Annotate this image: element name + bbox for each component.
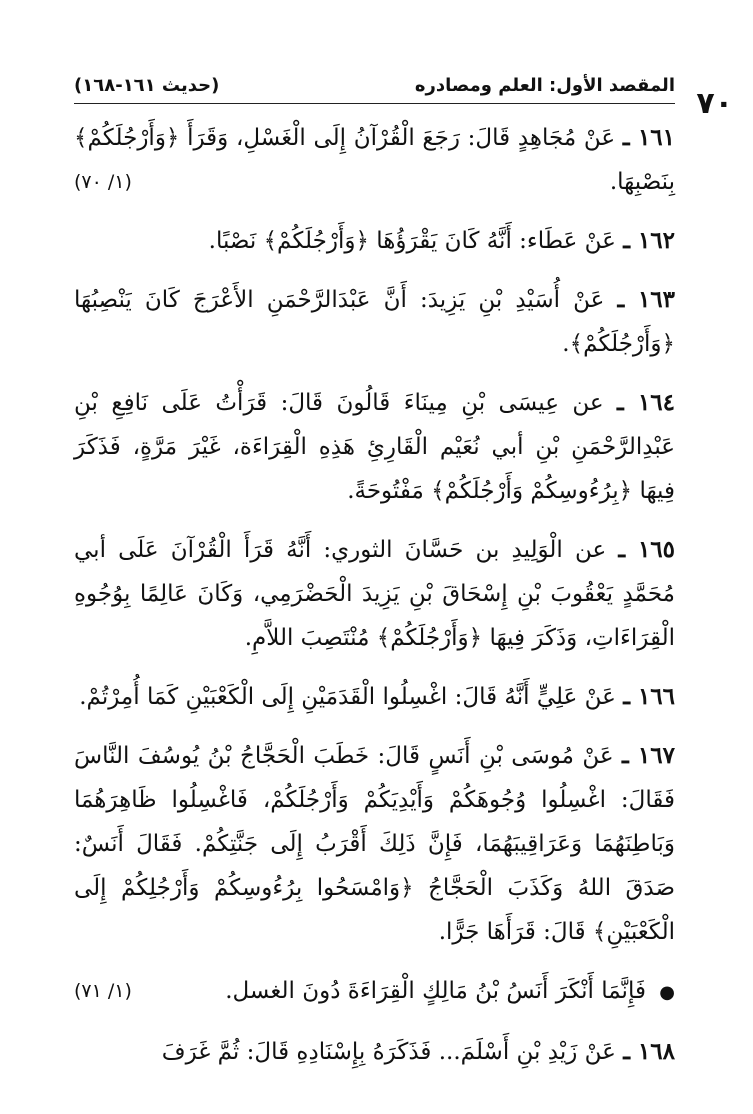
hadith-text: عن الْوَلِيدِ بن حَسَّانَ الثوري: أَنَّهُ قَرَأَ الْقُرْآنَ عَلَى أبي مُحَمَّدٍ يَعْقُوبَ بْنِ إِسْحَاقَ بْنِ يَزِيدَ الْحَضْرَمِي، وَكَانَ عَالِمًا بِوُجُوهِ الْقِرَاءَاتِ، وَذَكَرَ فِيهَا ﴿وَأَرْجُلَكُمْ﴾ مُنْتَصِبَ اللاَّمِ. — [74, 537, 675, 651]
hadith-number: ١٦٨ ـ — [623, 1038, 675, 1065]
hadith-number: ١٦٢ ـ — [623, 227, 675, 254]
hadith-text: عَنْ مُجَاهِدٍ قَالَ: رَجَعَ الْقُرْآنُ إِلَى الْغَسْلِ، وَقَرَأَ ﴿وَأَرْجُلَكُمْ﴾ بِنَصْبِهَا. — [74, 125, 675, 195]
hadith-text: عَنْ زَيْدِ بْنِ أَسْلَمَ... فَذَكَرَهُ بِإِسْنَادِهِ قَالَ: ثُمَّ غَرَفَ — [161, 1039, 616, 1065]
header-divider — [74, 103, 675, 104]
note-text: فَإِنَّمَا أَنْكَرَ أَنَسُ بْنُ مَالِكٍ الْقِرَاءَةَ دُونَ الغسل. — [225, 978, 646, 1004]
hadith-number: ١٦٧ ـ — [622, 742, 675, 769]
hadith-number: ١٦٦ ـ — [623, 683, 675, 710]
hadith-number: ١٦١ ـ — [622, 124, 675, 151]
citation-reference: (١/ ٧٠) — [74, 171, 132, 193]
commentary-note — [74, 969, 675, 1015]
hadith-paragraph — [74, 734, 675, 954]
hadith-number: ١٦٣ ـ — [617, 286, 676, 313]
hadith-number: ١٦٤ ـ — [617, 389, 675, 416]
hadith-paragraph — [74, 1030, 675, 1074]
hadith-number: ١٦٥ ـ — [618, 536, 675, 563]
page-number: ٧٠ — [696, 86, 733, 121]
hadith-paragraph — [74, 219, 675, 263]
citation-reference: (١/ ٧١) — [74, 980, 132, 1002]
hadith-text: عن عِيسَى بْنِ مِينَاءَ قَالُونَ قَالَ: قَرَأْتُ عَلَى نَافِعِ بْنِ عَبْدِالرَّحْمَنِ بْنِ أبي نُعَيْم الْقَارِئِ هَذِهِ الْقِرَاءَة، غَيْرَ مَرَّةٍ، فَذَكَرَ فِيهَا ﴿بِرُءُوسِكُمْ وَأَرْجُلَكُمْ﴾ مَفْتُوحَةً. — [74, 390, 675, 504]
page-body — [74, 116, 675, 1089]
hadith-paragraph — [74, 528, 675, 660]
bullet-icon: ● — [659, 982, 675, 1003]
hadith-paragraph — [74, 675, 675, 719]
hadith-range: (حديث ١٦١-١٦٨) — [74, 74, 220, 96]
hadith-text: عَنْ أُسَيْدِ بْنِ يَزِيدَ: أَنَّ عَبْدَالرَّحْمَنِ الأَعْرَجَ كَانَ يَنْصِبُهَا ﴿وَأَرْجُلَكُمْ﴾. — [74, 287, 675, 357]
hadith-text: عَنْ عَلِيٍّ أَنَّهُ قَالَ: اغْسِلُوا الْقَدَمَيْنِ إِلَى الْكَعْبَيْنِ كَمَا أُمِرْتُمْ. — [79, 684, 616, 710]
hadith-text: عَنْ مُوسَى بْنِ أَنَسٍ قَالَ: خَطَبَ الْحَجَّاجُ بْنُ يُوسُفَ النَّاسَ فَقَالَ: اغْسِلُوا وُجُوهَكُمْ وَأَيْدِيَكُمْ وَأَرْجُلَكُمْ، فَاغْسِلُوا ظَاهِرَهُمَا وَبَاطِنَهُمَا وَعَرَاقِيبَهُمَا، فَإِنَّ ذَلِكَ أَقْرَبُ إِلَى جَنَّتِكُمْ. فَقَالَ أَنَسٌ: صَدَقَ اللهُ وَكَذَبَ الْحَجَّاجُ ﴿وَامْسَحُوا بِرُءُوسِكُمْ وَأَرْجُلِكُمْ إِلَى الْكَعْبَيْنِ﴾ قَالَ: قَرَأَهَا جَرًّا. — [74, 743, 675, 945]
running-header — [74, 66, 675, 104]
section-title: المقصد الأول: العلم ومصادره — [414, 74, 675, 96]
hadith-paragraph — [74, 116, 675, 204]
hadith-text: عَنْ عَطَاء: أَنَّهُ كَانَ يَقْرَؤُهَا ﴿وَأَرْجُلَكُمْ﴾ نَصْبًا. — [208, 228, 616, 254]
hadith-paragraph — [74, 278, 675, 366]
hadith-paragraph — [74, 381, 675, 513]
